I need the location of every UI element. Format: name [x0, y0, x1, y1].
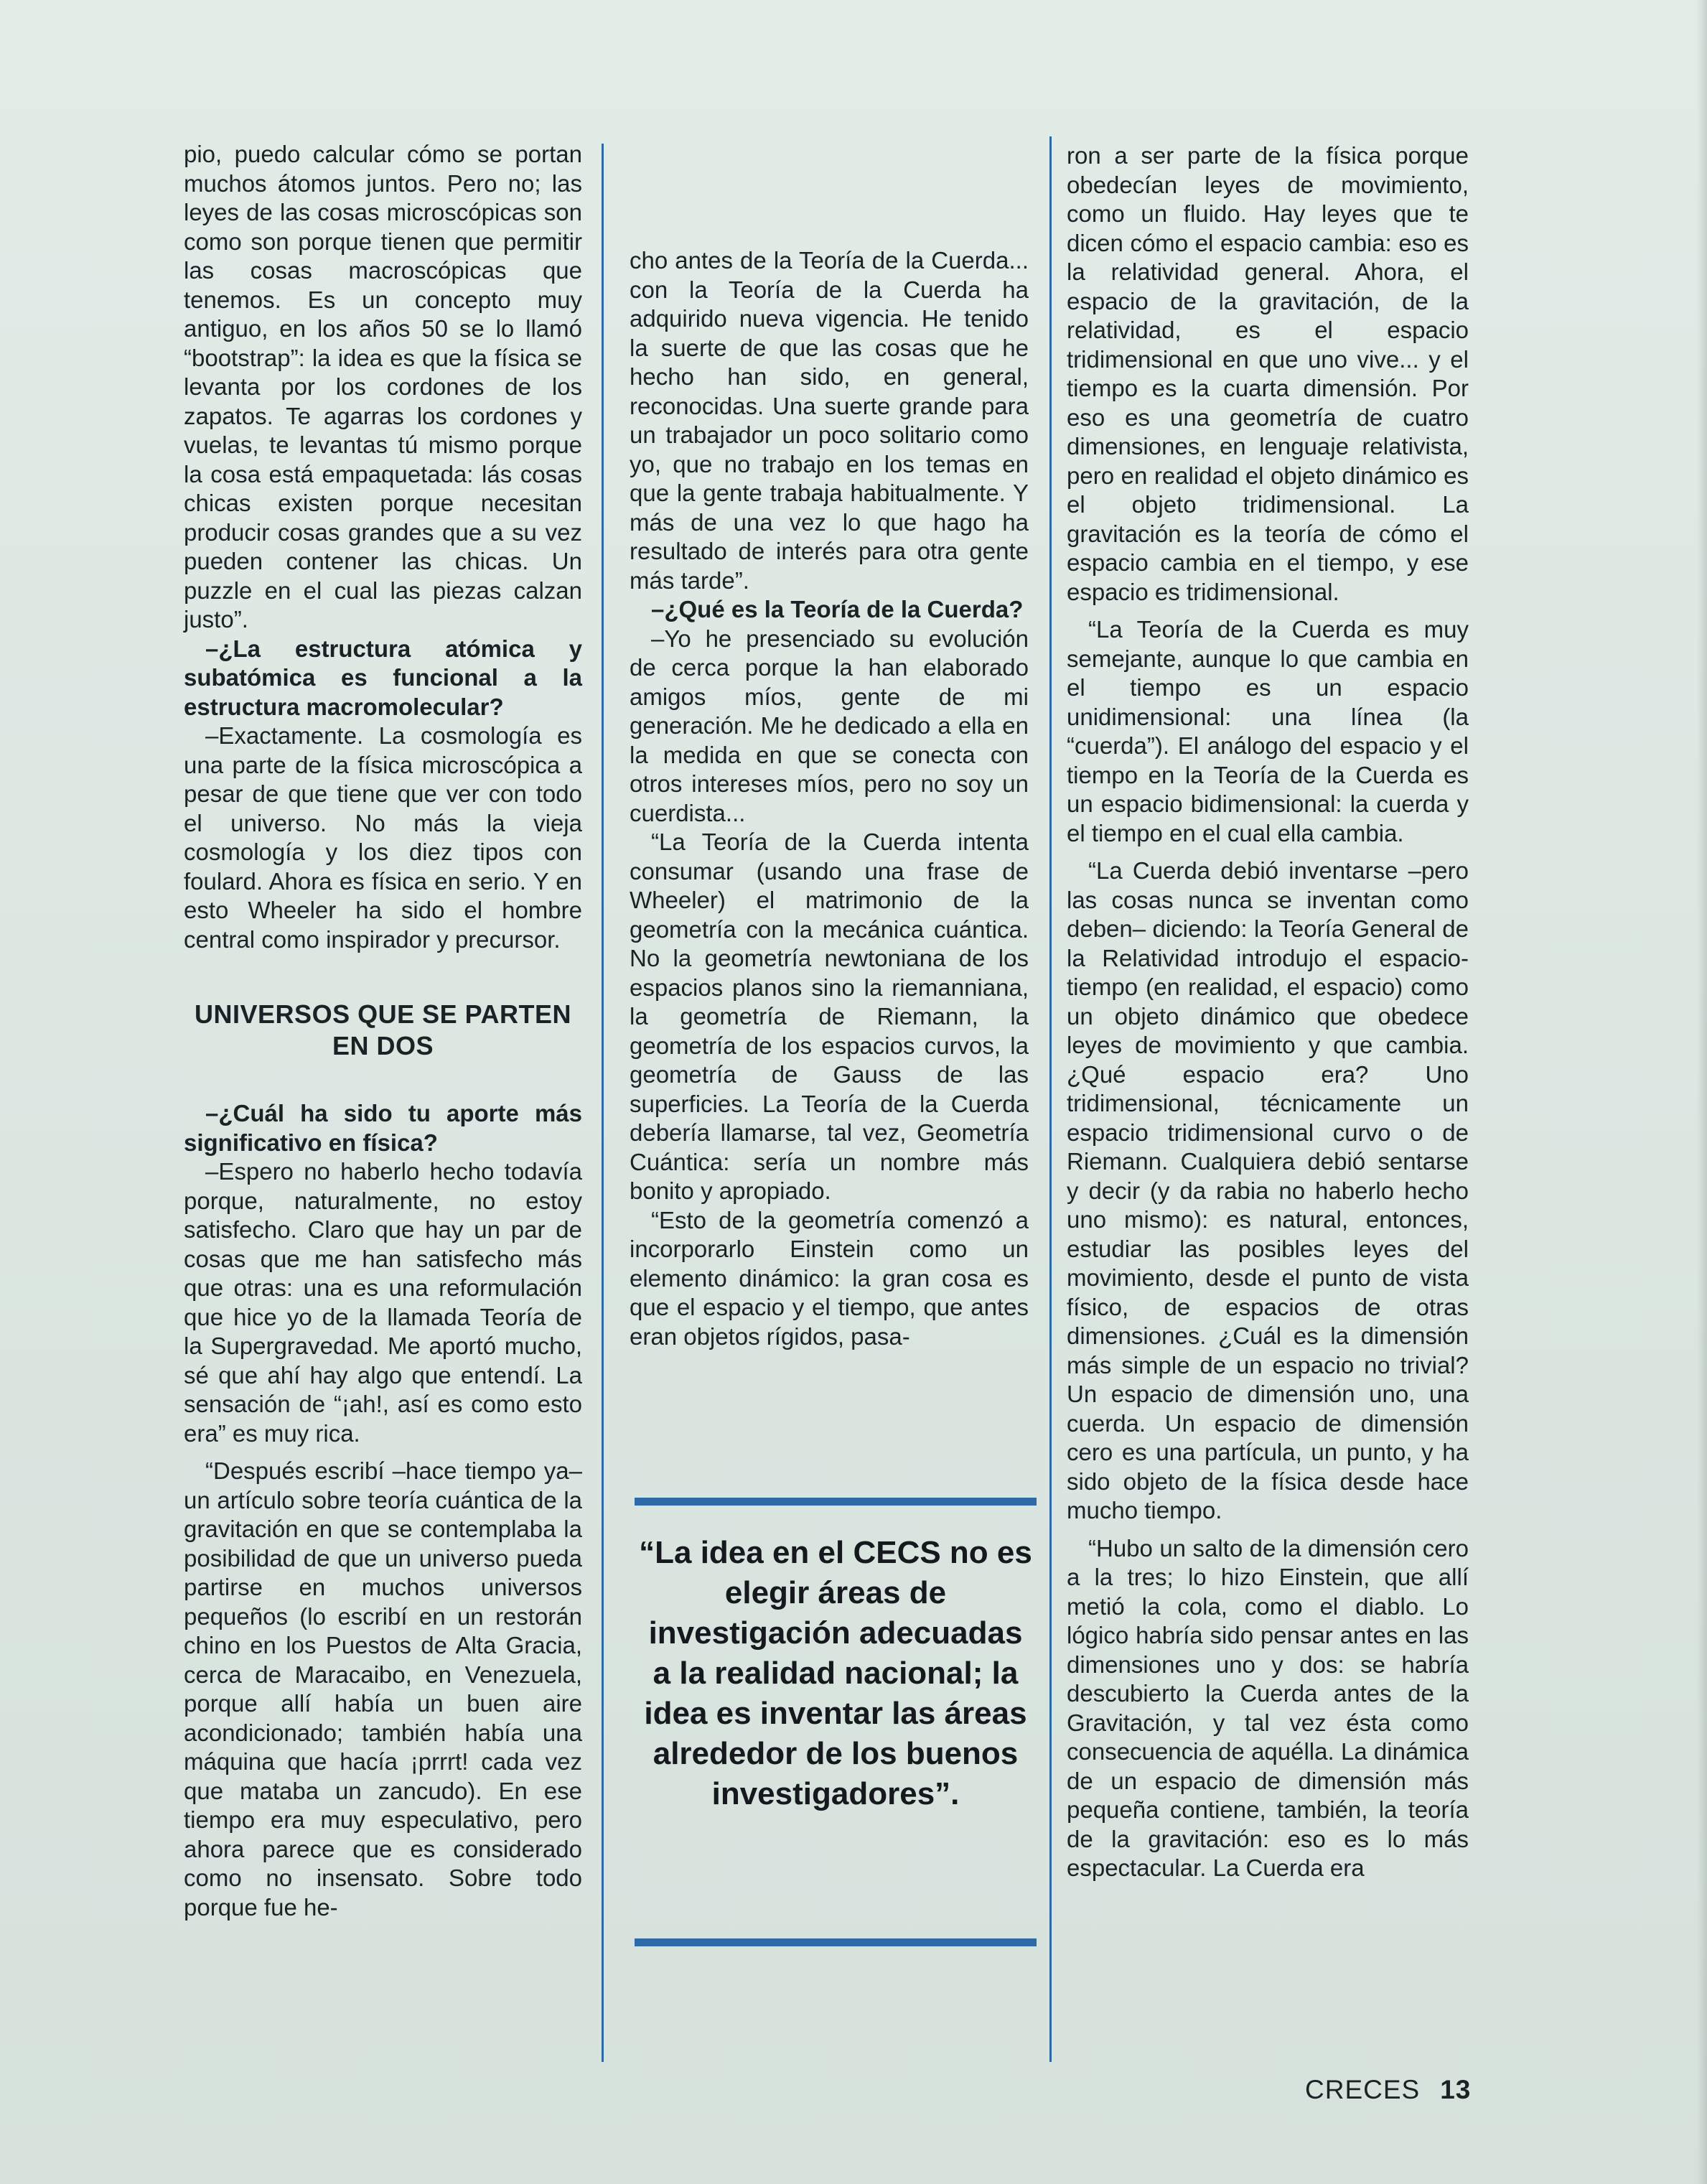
- interview-question: –¿Cuál ha sido tu aporte más significativo en física?: [184, 1100, 582, 1156]
- pullquote-top-rule: [635, 1498, 1037, 1506]
- paragraph: –Exactamente. La cosmología es una parte de la física microscópica a pesar de que tiene que ver con todo el universo. No más la vieja cosmología y los diez tipos con foulard. Ahora es física en serio. Y en esto Wheeler ha sido el hombre central como inspirador y precursor.: [184, 722, 582, 953]
- paragraph: cho antes de la Teoría de la Cuerda... con la Teoría de la Cuerda ha adquirido nueva vigencia. He tenido la suerte de que las cosas que he hecho han sido, en general, reconocidas. Una suerte grande para un trabajador un poco solitario como yo, que no trabajo en los temas en que la gente trabaja habitualmente. Y más de una vez lo que hago ha resultado de interés para otra gente más tarde”.: [630, 247, 1029, 594]
- paragraph: “La Teoría de la Cuerda es muy semejante, aunque lo que cambia en el tiempo es un espacio unidimensional: una línea (la “cuerda”). El análogo del espacio y el tiempo en la Teoría de la Cuerda es un espacio bidimensional: la cuerda y el tiempo en el cual ella cambia.: [1067, 616, 1469, 846]
- paragraph: “La Teoría de la Cuerda intenta consumar (usando una frase de Wheeler) el matrimonio de la geometría con la mecánica cuántica. No la geometría newtoniana de los espacios planos sino la riemanniana, la geometría de Riemann, la geometría de los espacios curvos, la geometría de Gauss de las superficies. La Teoría de la Cuerda debería llamarse, tal vez, Geometría Cuántica: sería un nombre más bonito y apropiado.: [630, 829, 1029, 1204]
- text-column-1: [184, 140, 582, 1922]
- column-divider: [602, 144, 604, 2062]
- paragraph: –Espero no haberlo hecho todavía porque, naturalmente, no estoy satisfecho. Claro que hay un par de cosas que me han satisfecho más que otras: una es una reformulación que hice yo de la llamada Teoría de la Supergravedad. Me aportó mucho, sé que ahí hay algo que entendí. La sensación de “¡ah!, así es como esto era” es muy rica.: [184, 1158, 582, 1447]
- interview-question: –¿La estructura atómica y subatómica es funcional a la estructura macromolecular?: [184, 635, 582, 720]
- paragraph: “Esto de la geometría comenzó a incorporarlo Einstein como un elemento dinámico: la gran cosa es que el espacio y el tiempo, que antes eran objetos rígidos, pasa-: [630, 1206, 1029, 1350]
- paragraph: ron a ser parte de la física porque obedecían leyes de movimiento, como un fluido. Hay leyes que te dicen cómo el espacio cambia: eso es la relatividad general. Ahora, el espacio de la gravitación, de la relatividad, es el espacio tridimensional en que uno vive... y el tiempo es la cuarta dimensión. Por eso es una geometría de cuatro dimensiones, en lenguaje relativista, pero en realidad el objeto dinámico es el objeto tridimensional. La gravitación es la teoría de cómo el espacio cambia en el tiempo, y ese espacio es tridimensional.: [1067, 142, 1469, 605]
- section-heading: UNIVERSOS QUE SE PARTEN EN DOS: [195, 999, 571, 1060]
- pull-quote: “La idea en el CECS no es elegir áreas de investigación adecuadas a la realidad nacional; la idea es inventar las áreas alrededor de los buenos investigadores”.: [639, 1535, 1032, 1811]
- interview-question: –¿Qué es la Teoría de la Cuerda?: [651, 596, 1024, 622]
- paragraph: “Después escribí –hace tiempo ya– un artículo sobre teoría cuántica de la gravitación en que se contemplaba la posibilidad de que un universo pueda partirse en muchos universos pequeños (lo escribí en un restorán chino en los Puestos de Alta Gracia, cerca de Maracaibo, en Venezuela, porque allí había un buen aire acondicionado; también había una máquina que hacía ¡prrrt! cada vez que mataba un zancudo). En ese tiempo era muy especulativo, pero ahora parece que es considerado como no insensato. Sobre todo porque fue he-: [184, 1457, 582, 1921]
- page-number: 13: [1440, 2075, 1472, 2104]
- paragraph: “Hubo un salto de la dimensión cero a la tres; lo hizo Einstein, que allí metió la cola, como el diablo. Lo lógico habría sido pensar antes en las dimensiones uno y dos: se habría descubierto la Cuerda antes de la Gravitación, y tal vez ésta como consecuencia de aquélla. La dinámica de un espacio de dimensión más pequeña contiene, también, la teoría de la gravitación: eso es lo más espectacular. La Cuerda era: [1067, 1534, 1469, 1881]
- paragraph: “La Cuerda debió inventarse –pero las cosas nunca se inventan como deben– diciendo: la Teoría General de la Relatividad introdujo el espacio-tiempo (en realidad, el espacio) como un objeto dinámico que obedece leyes de movimiento y que cambia. ¿Qué espacio era? Uno tridimensional, técnicamente un espacio tridimensional curvo o de Riemann. Cualquiera debió sentarse y decir (y da rabia no haberlo hecho uno mismo): es natural, entonces, estudiar las posibles leyes del movimiento, desde el punto de vista físico, de espacios de otras dimensiones. ¿Cuál es la dimensión más simple de un espacio no trivial? Un espacio de dimensión uno, una cuerda. Un espacio de dimensión cero es una partícula, un punto, y ha sido objeto de la física desde hace mucho tiempo.: [1067, 857, 1469, 1523]
- page-edge: [1697, 0, 1707, 2184]
- paragraph: pio, puedo calcular cómo se portan muchos átomos juntos. Pero no; las leyes de las cosas microscópicas son como son porque tienen que permitir las cosas macroscópicas que tenemos. Es un concepto muy antiguo, en los años 50 se lo llamó “bootstrap”: la idea es que la física se levanta por los cordones de los zapatos. Te agarras los cordones y vuelas, te levantas tú mismo porque la cosa está empaquetada: lás cosas chicas existen porque necesitan producir cosas grandes que a su vez pueden contener las chicas. Un puzzle en el cual las piezas calzan justo”.: [184, 141, 582, 633]
- pullquote-bottom-rule: [635, 1938, 1037, 1946]
- text-column-2: [630, 246, 1029, 1351]
- page-footer: [1305, 2075, 1471, 2105]
- magazine-name: CRECES: [1305, 2075, 1421, 2104]
- column-divider: [1049, 136, 1052, 2062]
- text-column-3: [1067, 141, 1469, 1883]
- paragraph: –Yo he presenciado su evolución de cerca porque la han elaborado amigos míos, gente de mi generación. Me he dedicado a ella en la medida en que se conecta con otros intereses míos, pero no soy un cuerdista...: [630, 625, 1029, 826]
